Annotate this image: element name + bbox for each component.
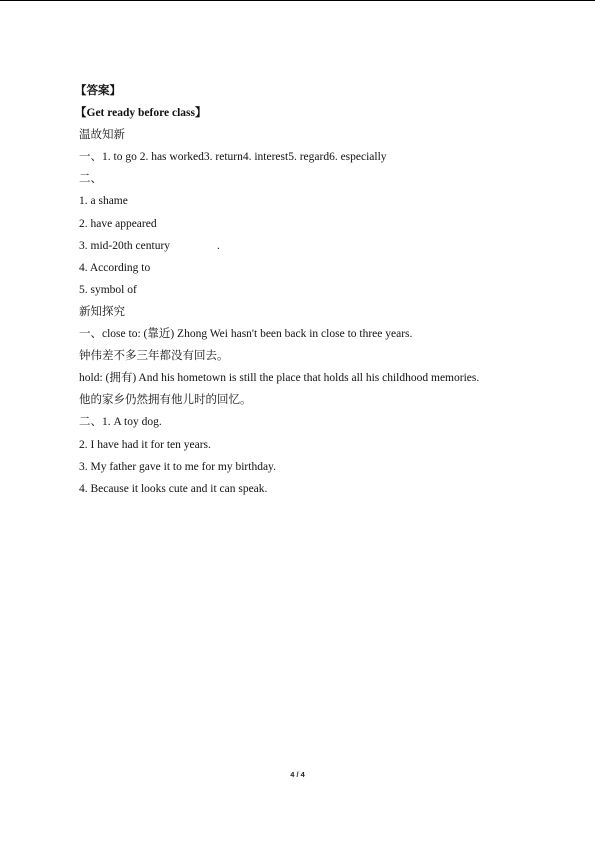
review-part2-item: 1. a shame [79, 195, 128, 208]
hold-example-zh: 他的家乡仍然拥有他儿时的回忆。 [79, 394, 252, 407]
explore-part2-item: 2. I have had it for ten years. [79, 438, 211, 451]
review-part2-item-text: 3. mid-20th century [79, 239, 171, 252]
explore-part2-item: 二、1. A toy dog. [79, 416, 162, 429]
review-part2-item: 5. symbol of [79, 283, 137, 296]
document-body [75, 80, 559, 500]
review-part2-item: 2. have appeared [79, 217, 157, 230]
explore-part2-item: 4. Because it looks cute and it can speak. [79, 482, 268, 495]
review-part2-item [79, 235, 559, 257]
explore-title: 新知探究 [79, 305, 125, 318]
close-to-example-zh: 钟伟差不多三年都没有回去。 [79, 350, 229, 363]
review-part2-label: 二、 [79, 173, 102, 186]
close-to-example-en: 一、close to: (靠近) Zhong Wei hasn't been back in close to three years. [79, 328, 413, 341]
review-part2-item: 4. According to [79, 261, 151, 274]
review-part1-answers: 一、1. to go 2. has worked3. return4. interest5. regard6. especially [79, 151, 387, 164]
section-heading: 【Get ready before class】 [75, 107, 207, 120]
review-title: 温故知新 [79, 129, 125, 142]
hold-example-en: hold: (拥有) And his hometown is still the place that holds all his childhood memories. [79, 372, 480, 385]
stray-period-mark: . [217, 239, 220, 252]
page-number: 4 / 4 [290, 770, 305, 779]
answer-heading: 【答案】 [75, 85, 121, 97]
page-top-border [0, 0, 595, 1]
explore-part2-item: 3. My father gave it to me for my birthday. [79, 460, 276, 473]
